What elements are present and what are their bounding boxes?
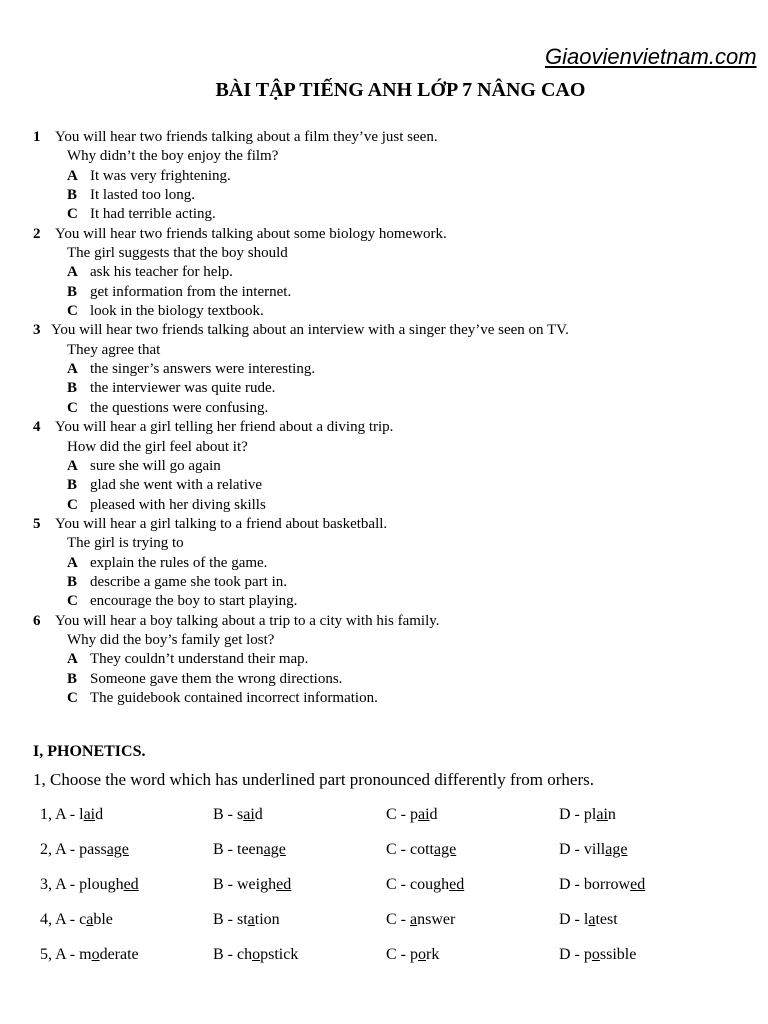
choice-b [213,805,386,840]
question-stem [33,128,753,147]
choice-a [40,945,213,980]
word-part: plough [79,876,124,893]
word-part: nswer [417,911,456,928]
option-letter: B [67,380,78,397]
choice-a [40,840,213,875]
word-part: derate [99,946,139,963]
choice-label: 3, A - [40,876,80,893]
choice-label: B - [213,806,237,823]
phonetics-row-3 [40,875,732,910]
choice-label: C - [386,911,410,928]
underlined-part: age [605,841,628,858]
question-stem-text: You will hear a girl talking to a friend about basketball. [55,515,388,532]
question-stem-text: You will hear a boy talking about a trip to a city with his family. [55,612,440,629]
option-letter: A [67,457,78,474]
choice-label: D - [559,841,584,858]
word-part: n [607,806,616,823]
choice-d [559,910,732,945]
underlined-part: age [434,841,457,858]
site-watermark-link: Giaovienvietnam.com [545,44,757,69]
word-part: tion [254,911,280,928]
option-text: encourage the boy to start playing. [90,593,298,610]
page-title: BÀI TẬP TIẾNG ANH LỚP 7 NÂNG CAO [215,79,586,101]
choice-c [386,805,559,840]
underlined-part: a [86,911,94,928]
option-letter: C [67,496,78,513]
option-text: the singer’s answers were interesting. [90,361,316,378]
word-part: d [95,806,104,823]
option-text: the interviewer was quite rude. [90,380,276,397]
question-number: 3 [33,322,41,339]
option-text: Someone gave them the wrong directions. [90,670,343,687]
word-part: l [79,806,84,823]
underlined-part: a [247,911,255,928]
option-letter: C [67,399,78,416]
choice-label: B - [213,841,237,858]
choice-a [40,805,213,840]
option-a [33,554,753,573]
question-stem-text: You will hear two friends talking about a film they’ve just seen. [55,129,438,145]
choice-d [559,805,732,840]
option-b [33,283,753,302]
question-prompt: How did the girl feel about it? [67,438,248,455]
choice-d [559,875,732,910]
option-b [33,670,753,689]
option-text: They couldn’t understand their map. [90,651,309,668]
choice-label: C - [386,946,410,963]
option-a [33,360,753,379]
option-text: It had terrible acting. [90,206,216,223]
choice-label: C - [386,841,410,858]
phonetics-row-1 [40,805,732,840]
word-part: c [79,911,87,928]
choice-label: B - [213,946,237,963]
choice-c [386,910,559,945]
option-b [33,573,753,592]
option-text: pleased with her diving skills [90,496,266,513]
option-letter: A [67,651,78,668]
option-letter: A [67,361,78,378]
choice-label: 5, A - [40,946,80,963]
question-6 [33,612,753,709]
word-part: ssible [599,946,637,963]
option-text: glad she went with a relative [90,477,263,494]
underlined-part: ai [243,806,255,823]
option-c [33,302,753,321]
underlined-part: ed [449,876,465,893]
underlined-part: o [418,946,426,963]
word-part: ble [93,911,113,928]
word-part: pass [79,841,107,858]
listening-questions [33,128,753,708]
question-number: 4 [33,419,41,436]
choice-label: C - [386,876,410,893]
phonetics-instruction: 1, Choose the word which has underlined part pronounced differently from orhers. [33,770,595,789]
option-b [33,186,753,205]
question-number: 5 [33,515,41,532]
option-letter: B [67,670,78,687]
word-part: s [237,806,244,823]
phonetics-table [40,805,732,980]
option-text: The guidebook contained incorrect information. [90,689,378,706]
word-part: p [583,946,592,963]
option-text: It lasted too long. [90,187,195,204]
option-text: the questions were confusing. [90,399,269,416]
option-letter: B [67,573,78,590]
word-part: pstick [260,946,299,963]
option-c [33,205,753,224]
underlined-part: age [263,841,286,858]
question-prompt: Why didn’t the boy enjoy the film? [67,148,279,165]
option-b [33,476,753,495]
option-b [33,379,753,398]
option-letter: C [67,206,78,223]
question-2 [33,225,753,322]
choice-c [386,840,559,875]
word-part: teen [237,841,264,858]
option-letter: C [67,303,78,320]
question-3 [33,321,753,418]
option-c [33,689,753,708]
option-letter: B [67,187,78,204]
word-part: cough [410,876,450,893]
underlined-part: age [106,841,129,858]
question-number: 2 [33,225,41,242]
question-stem [33,321,753,340]
word-part: l [583,911,589,928]
word-part: st [237,911,248,928]
option-text: ask his teacher for help. [90,264,233,281]
option-text: get information from the internet. [90,283,292,300]
underlined-part: ai [596,806,608,823]
choice-b [213,840,386,875]
question-stem [33,612,753,631]
question-stem-text: You will hear two friends talking about some biology homework. [55,225,447,242]
question-prompt: The girl suggests that the boy should [67,245,288,262]
choice-label: 2, A - [40,841,80,858]
option-text: explain the rules of the game. [90,554,268,571]
word-part: pl [583,806,597,823]
choice-label: 4, A - [40,911,80,928]
word-part: test [595,911,618,928]
question-prompt: The girl is trying to [67,535,184,552]
option-a [33,650,753,669]
option-letter: A [67,167,78,184]
underlined-part: ai [418,806,430,823]
underlined-part: o [91,946,100,963]
phonetics-row-2 [40,840,732,875]
underlined-part: ed [276,876,292,893]
question-number: 1 [33,129,41,145]
underlined-part: o [252,946,261,963]
word-part: borrow [583,876,631,893]
option-c [33,399,753,418]
question-stem-text: You will hear two friends talking about an interview with a singer they’ve seen on TV. [51,322,569,339]
question-4 [33,418,753,515]
word-part: ch [237,946,253,963]
question-prompt: Why did the boy’s family get lost? [67,631,275,648]
phonetics-row-4 [40,910,732,945]
option-text: look in the biology textbook. [90,303,264,320]
choice-b [213,945,386,980]
underlined-part: ed [630,876,646,893]
underlined-part: a [588,911,596,928]
option-a [33,167,753,186]
phonetics-heading: I, PHONETICS. [33,743,146,760]
word-part: d [429,806,438,823]
option-c [33,592,753,611]
question-stem [33,225,753,244]
choice-c [386,945,559,980]
choice-label: B - [213,876,237,893]
option-letter: B [67,283,78,300]
word-part: cott [410,841,434,858]
underlined-part: ed [123,876,139,893]
option-text: It was very frightening. [90,167,231,184]
word-part: m [79,946,92,963]
question-stem [33,418,753,437]
choice-label: D - [559,911,584,928]
question-prompt: They agree that [67,341,161,358]
word-part: p [410,806,418,823]
choice-label: B - [213,911,237,928]
choice-a [40,910,213,945]
question-1 [33,128,753,225]
question-5 [33,515,753,612]
option-text: describe a game she took part in. [90,573,288,590]
choice-label: D - [559,876,584,893]
choice-a [40,875,213,910]
option-c [33,496,753,515]
word-part: weigh [237,876,277,893]
choice-b [213,875,386,910]
word-part: vill [583,841,606,858]
word-part: p [410,946,418,963]
option-letter: C [67,593,78,610]
choice-b [213,910,386,945]
choice-label: C - [386,806,410,823]
word-part: d [254,806,263,823]
word-part: rk [426,946,440,963]
option-letter: A [67,554,78,571]
question-stem-text: You will hear a girl telling her friend about a diving trip. [55,419,394,436]
option-letter: A [67,264,78,281]
phonetics-row-5 [40,945,732,980]
choice-d [559,840,732,875]
choice-c [386,875,559,910]
question-number: 6 [33,612,41,629]
option-letter: B [67,477,78,494]
question-stem [33,515,753,534]
option-a [33,263,753,282]
underlined-part: a [410,911,418,928]
choice-d [559,945,732,980]
option-text: sure she will go again [90,457,221,474]
choice-label: D - [559,806,584,823]
option-letter: C [67,689,78,706]
underlined-part: ai [83,806,96,823]
choice-label: D - [559,946,584,963]
option-a [33,457,753,476]
underlined-part: o [591,946,600,963]
choice-label: 1, A - [40,806,80,823]
